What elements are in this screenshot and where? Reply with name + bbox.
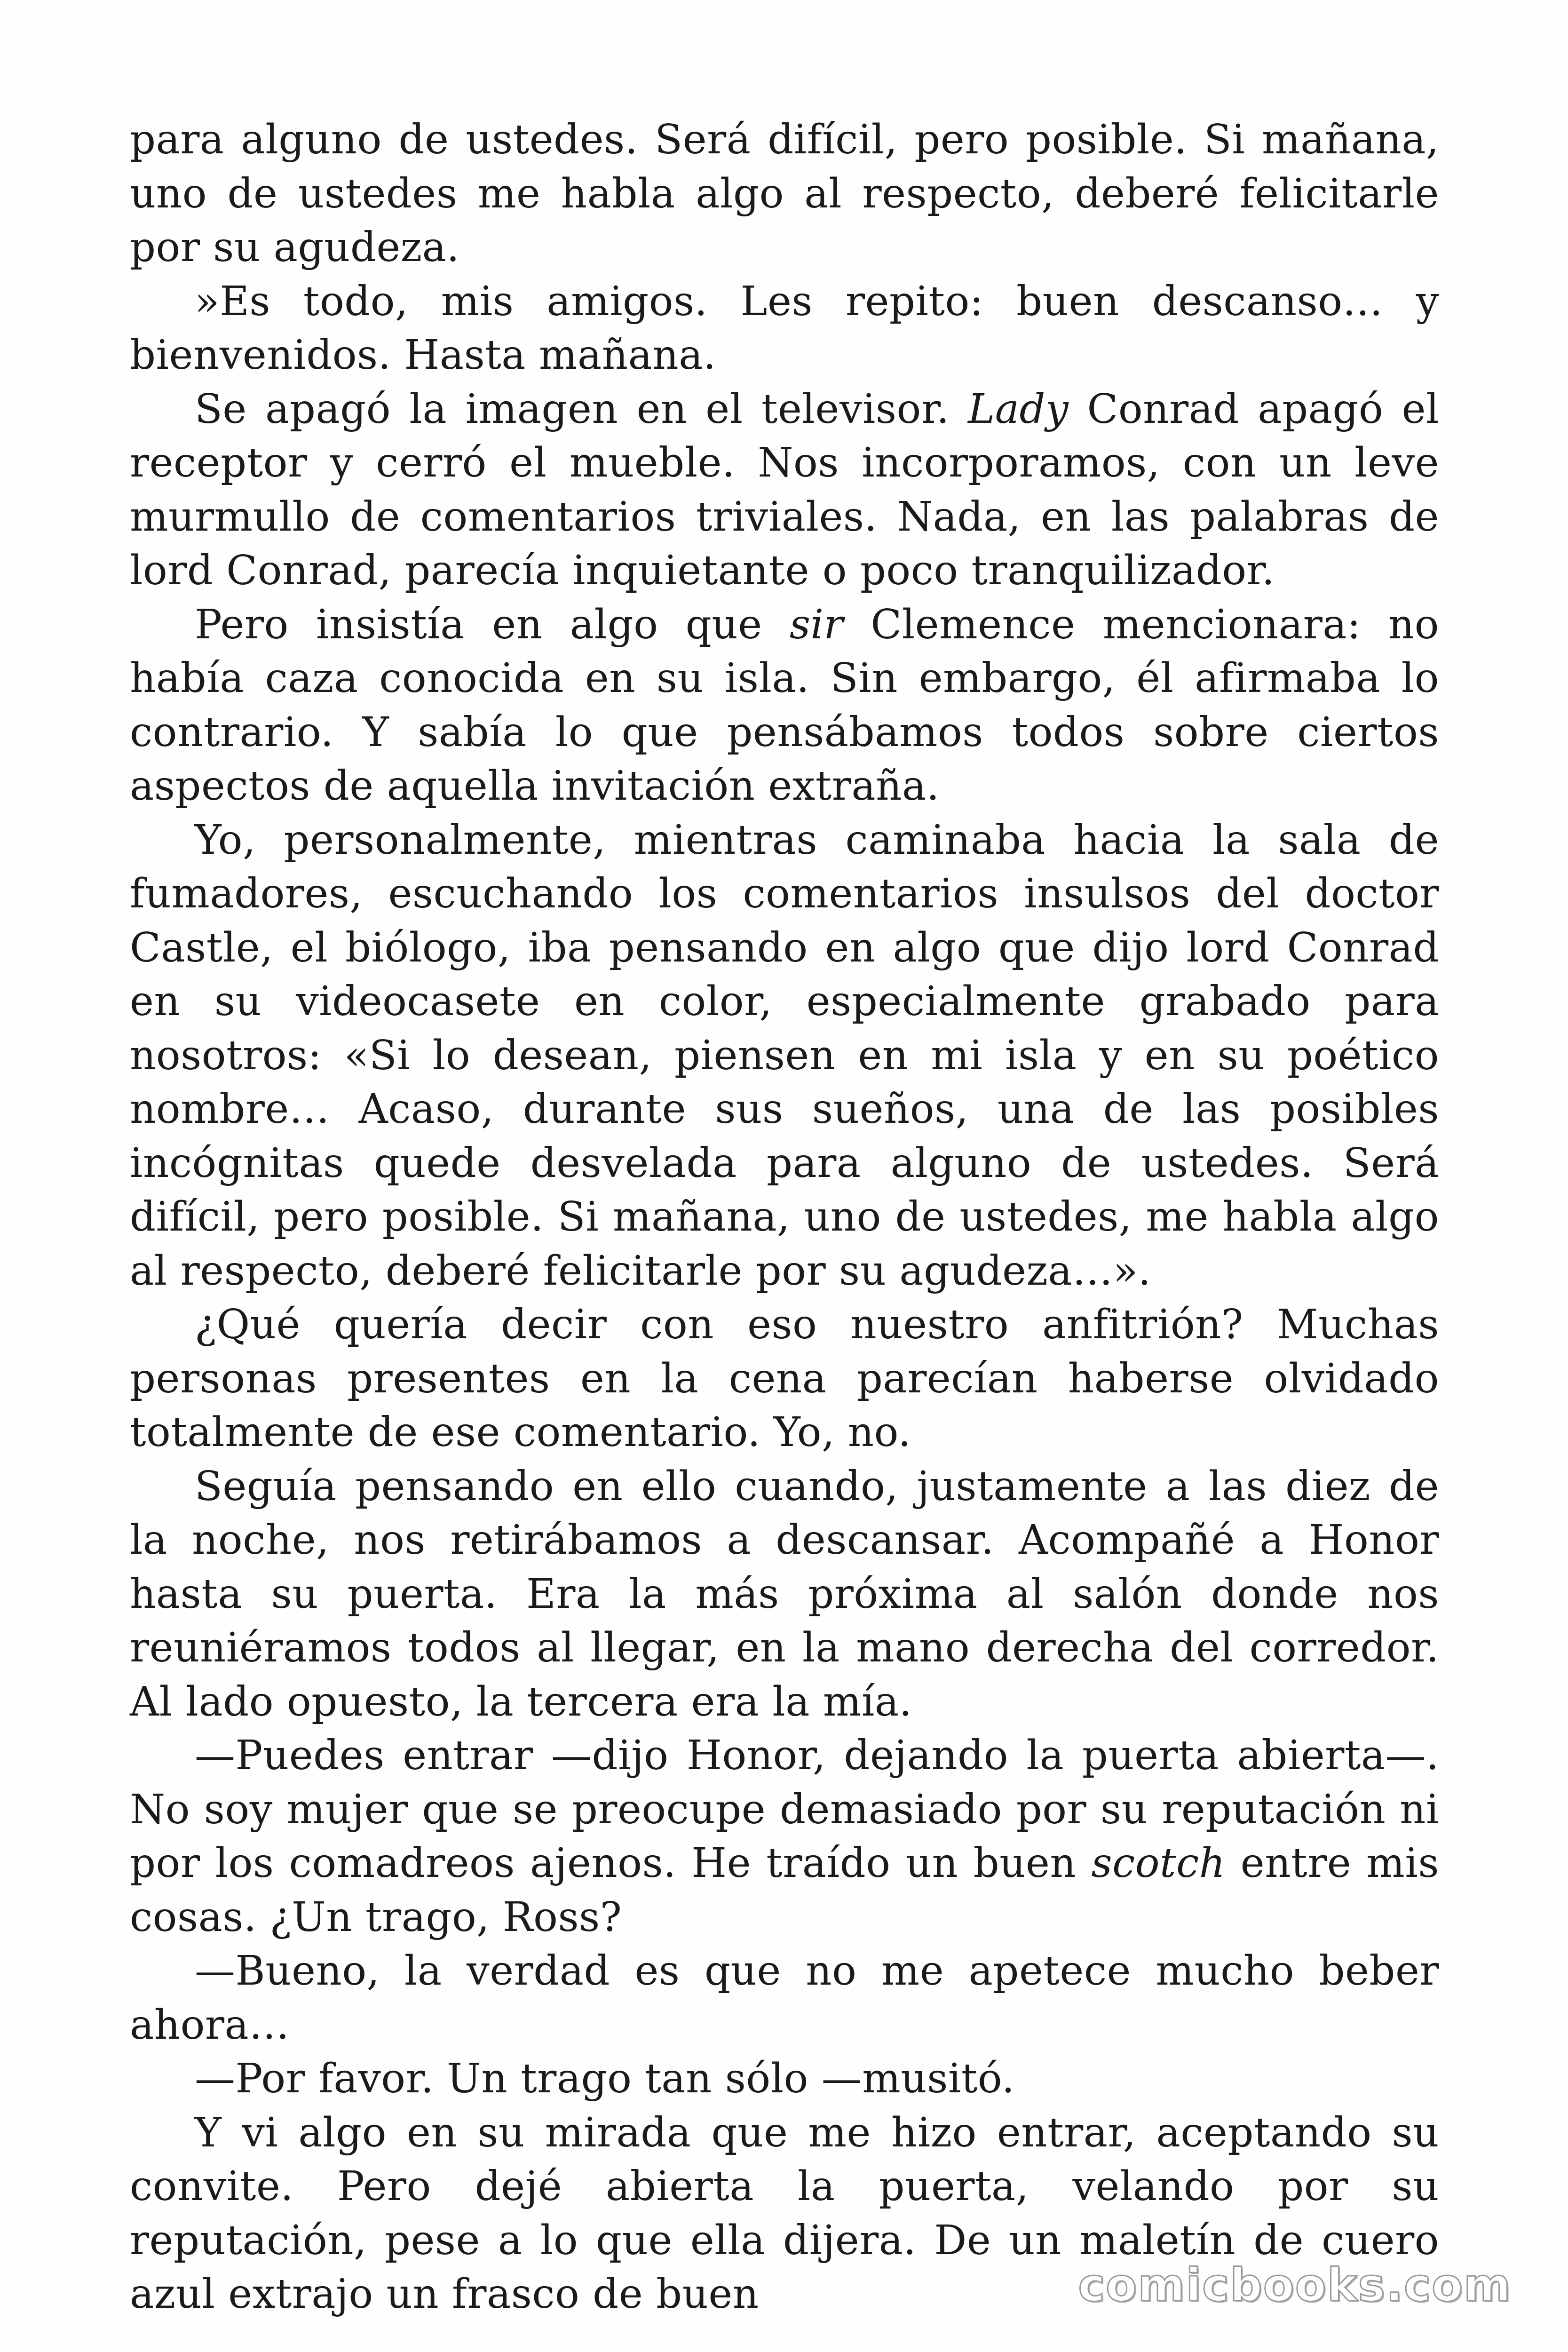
paragraph: Yo, personalmente, mientras caminaba hacia la sala de fumadores, escuchando los comentarios insulsos del doctor Castle, el biólogo, iba pensando en algo que dijo lord Conrad en su videocasete en color, especialmente grabado para nosotros: «Si lo desean, piensen en mi isla y en su poético nombre… Acaso, durante sus sueños, una de las posibles incógnitas quede desvelada para alguno de ustedes. Será difícil, pero posible. Si mañana, uno de ustedes, me habla algo al respecto, deberé felicitarle por su agudeza…». [130, 816, 1439, 1295]
paragraph-text: Pero insistía en algo que [195, 601, 790, 648]
paragraph-text: entre mis cosas. ¿Un trago, Ross? [130, 1840, 1439, 1941]
paragraph: Y vi algo en su mirada que me hizo entrar, aceptando su convite. Pero dejé abierta la puerta, velando por su reputación, pese a lo que ella dijera. De un maletín de cuero azul extrajo un frasco de buen [130, 2109, 1439, 2318]
paragraph-text: Clemence mencionara: no había caza conocida en su isla. Sin embargo, él afirmaba lo contrario. Y sabía lo que pensábamos todos sobre ciertos aspectos de aquella invitación extraña. [130, 601, 1439, 810]
watermark-logo: comicbooks.com [1078, 2259, 1512, 2312]
paragraph: Seguía pensando en ello cuando, justamente a las diez de la noche, nos retirábamos a descansar. Acompañé a Honor hasta su puerta. Era la más próxima al salón donde nos reuniéramos todos al llegar, en la mano derecha del corredor. Al lado opuesto, la tercera era la mía. [130, 1462, 1439, 1725]
paragraph: para alguno de ustedes. Será difícil, pero posible. Si mañana, uno de ustedes me habla algo al respecto, deberé felicitarle por su agudeza. [130, 116, 1439, 271]
paragraph-text: Se apagó la imagen en el televisor. [195, 385, 968, 433]
italic-word: sir [789, 601, 844, 648]
paragraph [130, 598, 1439, 813]
italic-word: Lady [968, 385, 1069, 433]
paragraph: ¿Qué quería decir con eso nuestro anfitrión? Muchas personas presentes en la cena parecían haberse olvidado totalmente de ese comentario. Yo, no. [130, 1301, 1439, 1456]
italic-word: scotch [1091, 1840, 1226, 1887]
paragraph: —Por favor. Un trago tan sólo —musitó. [195, 2055, 1015, 2102]
paragraph-text: —Puedes entrar —dijo Honor, dejando la puerta abierta—. No soy mujer que se preocupe demasiado por su reputación ni por los comadreos ajenos. He traído un buen [130, 1732, 1439, 1887]
paragraph [130, 382, 1439, 598]
paragraph: »Es todo, mis amigos. Les repito: buen descanso… y bienvenidos. Hasta mañana. [130, 278, 1439, 379]
page-body-text [130, 113, 1439, 2321]
paragraph [130, 1729, 1439, 1944]
paragraph-text: Conrad apagó el receptor y cerró el mueble. Nos incorporamos, con un leve murmullo de comentarios triviales. Nada, en las palabras de lord Conrad, parecía inquietante o poco tranquilizador. [130, 385, 1439, 594]
paragraph: —Bueno, la verdad es que no me apetece mucho beber ahora… [130, 1947, 1439, 2049]
